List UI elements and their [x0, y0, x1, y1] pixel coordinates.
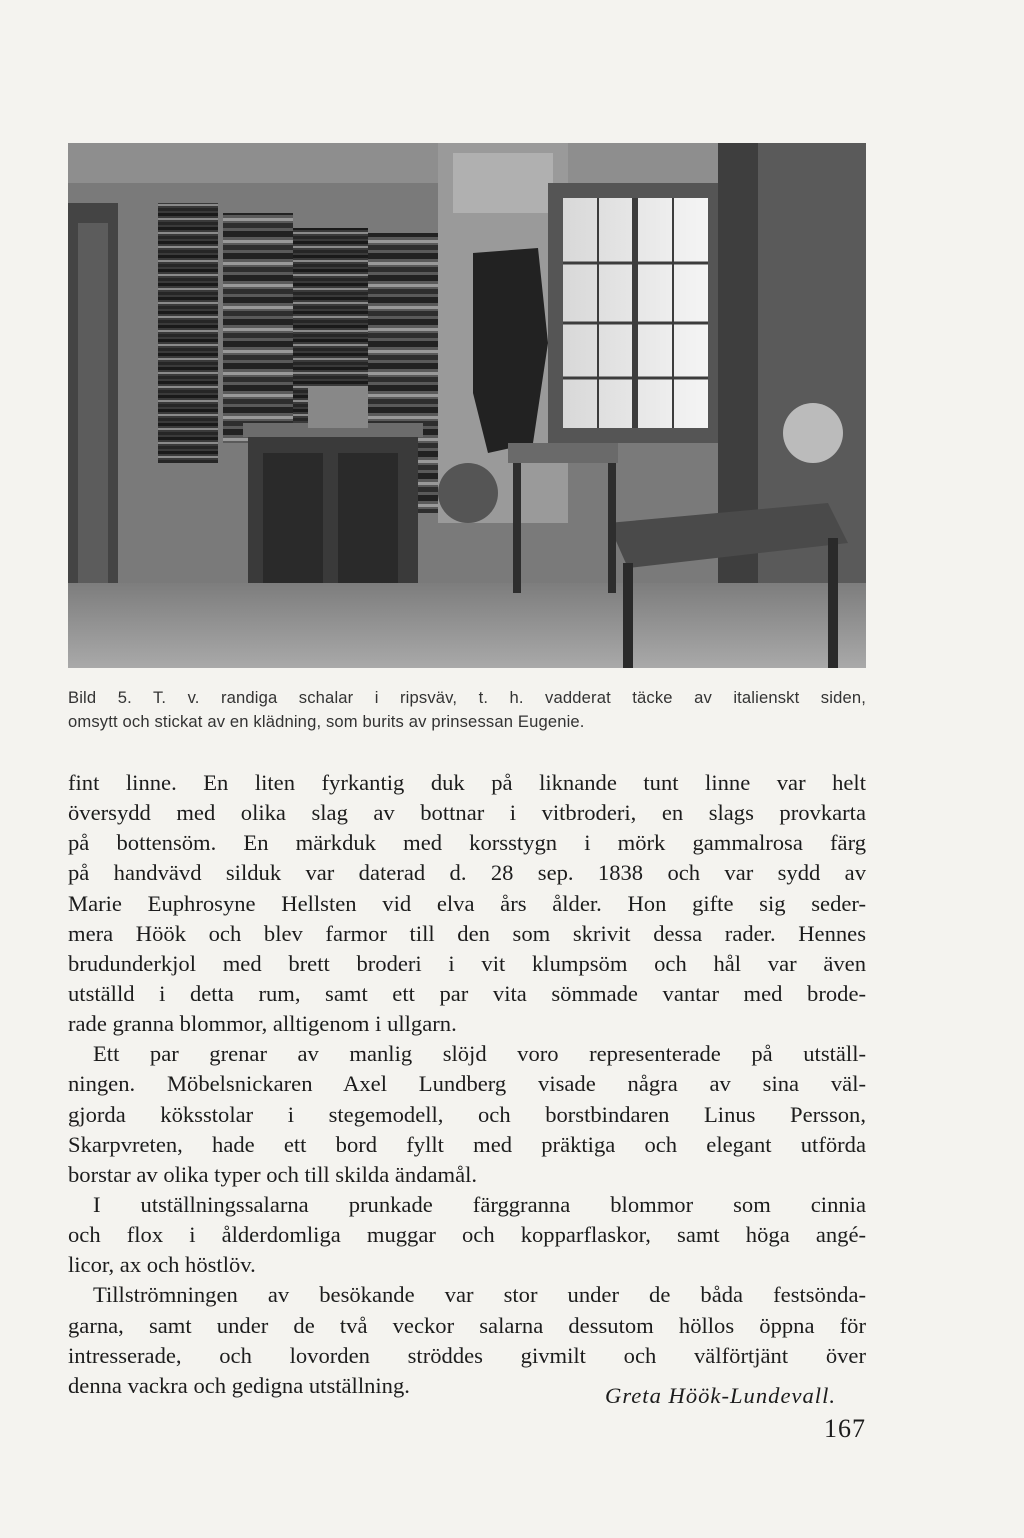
book-page: [68, 0, 866, 1538]
text-line: Marie Euphrosyne Hellsten vid elva års ålder. Hon gifte sig seder-: [68, 890, 866, 916]
text-line: utställd i detta rum, samt ett par vita sömmade vantar med brode-: [68, 980, 866, 1006]
text-line: denna vackra och gedigna utställning.: [68, 1372, 410, 1398]
text-line: Skarpvreten, hade ett bord fyllt med präktiga och elegant utförda: [68, 1131, 866, 1157]
text-line: licor, ax och höstlöv.: [68, 1252, 256, 1278]
text-line: borstar av olika typer och till skilda ändamål.: [68, 1161, 478, 1187]
paragraph: [68, 768, 866, 1039]
photo-flowers: [783, 403, 843, 463]
final-line-row: [68, 1371, 866, 1408]
text-line: fint linne. En liten fyrkantig duk på liknande tunt linne var helt: [68, 770, 866, 795]
caption-line: Bild 5. T. v. randiga schalar i ripsväv, t. h. vadderat täcke av italienskt siden,: [68, 688, 866, 707]
text-line: på handvävd silduk var daterad d. 28 sep. 1838 och var sydd av: [68, 860, 866, 886]
text-line: översydd med olika slag av bottnar i vitbroderi, en slags provkarta: [68, 800, 866, 826]
text-line: ningen. Möbelsnickaren Axel Lundberg visade några av sina väl-: [68, 1071, 866, 1097]
text-line: Ett par grenar av manlig slöjd voro representerade på utställ-: [93, 1041, 866, 1067]
author-signature: Greta Höök-Lundevall.: [605, 1382, 836, 1408]
photo-flowers: [438, 463, 498, 523]
figure-photograph-room-interior: [68, 143, 866, 668]
photo-floor: [68, 583, 866, 668]
text-line: Tillströmningen av besökande var stor under de båda festsönda-: [93, 1282, 866, 1308]
text-line: I utställningssalarna prunkade färggranna blommor som cinnia: [93, 1191, 866, 1217]
text-line: rade granna blommor, alltigenom i ullgarn.: [68, 1011, 457, 1037]
paragraph: [68, 1190, 866, 1280]
figure-caption: [68, 686, 866, 734]
photo-chair: [508, 443, 618, 463]
photo-striped-shawl: [223, 213, 293, 443]
caption-line: omsytt och stickat av en klädning, som burits av prinsessan Eugenie.: [68, 712, 585, 731]
text-line: garna, samt under de två veckor salarna dessutom höllos öppna för: [68, 1312, 866, 1338]
article-body: [68, 768, 866, 1408]
photo-striped-shawl: [158, 203, 218, 463]
text-line: och flox i ålderdomliga muggar och kopparflaskor, samt höga angé-: [68, 1222, 866, 1248]
text-line: mera Höök och blev farmor till den som skrivit dessa rader. Hennes: [68, 920, 866, 946]
page-number: 167: [824, 1414, 866, 1443]
text-line: intresserade, och lovorden ströddes givmilt och välförtjänt över: [68, 1342, 866, 1368]
text-line: gjorda köksstolar i stegemodell, och borstbindaren Linus Persson,: [68, 1101, 866, 1127]
paragraph: [68, 1280, 866, 1408]
text-line: på bottensöm. En märkduk med korsstygn i mörk gammalrosa färg: [68, 830, 866, 856]
paragraph: [68, 1039, 866, 1190]
text-line: brudunderkjol med brett broderi i vit klumpsöm och hål var även: [68, 950, 866, 976]
